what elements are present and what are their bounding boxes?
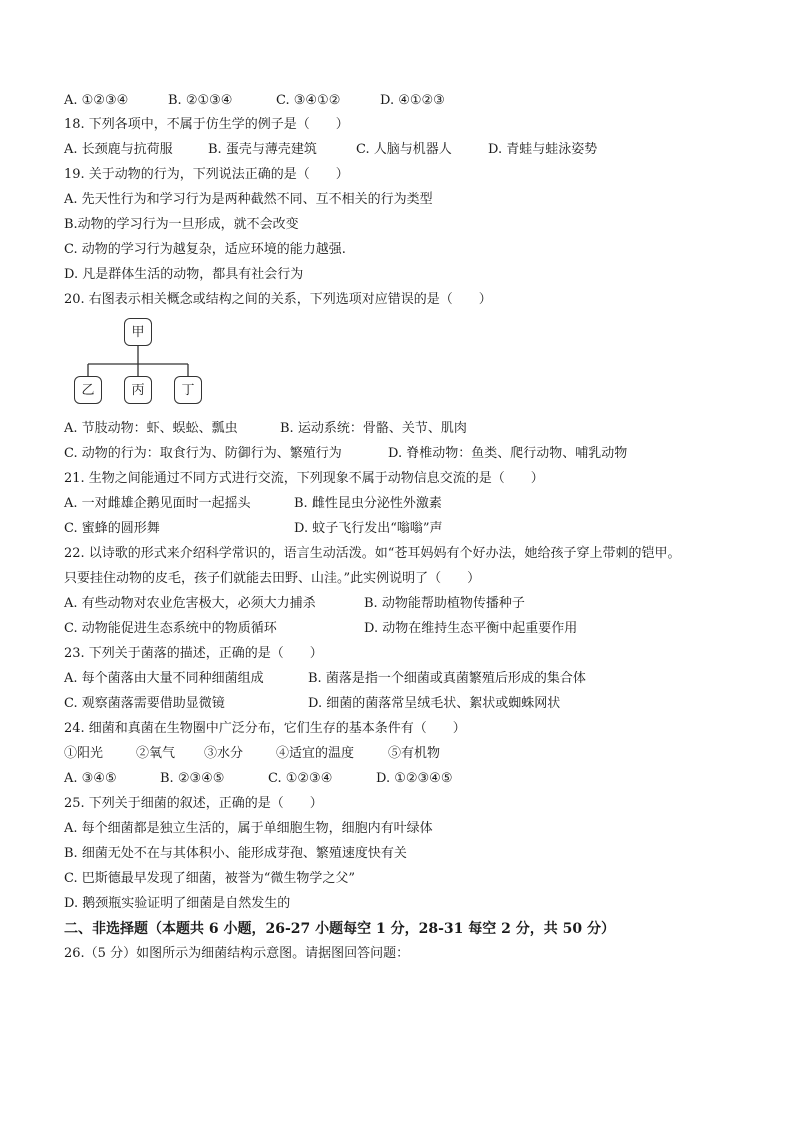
option-d: D. 青蛙与蛙泳姿势 <box>488 142 598 157</box>
option-d: D. 细菌的菌落常呈绒毛状、絮状或蜘蛛网状 <box>308 696 561 711</box>
option-a: A. ③④⑤ <box>64 771 117 786</box>
option-b: B. 运动系统：骨骼、关节、肌肉 <box>280 421 467 436</box>
q20-options-ab <box>64 420 467 438</box>
condition-2: ②氧气 <box>136 746 176 761</box>
q18-options <box>64 141 597 159</box>
question-23: 23. 下列关于菌落的描述，正确的是（ ） <box>64 646 323 661</box>
option-c: C. 动物能促进生态系统中的物质循环 <box>64 621 277 636</box>
section-heading: 二、非选择题（本题共 6 小题，26-27 小题每空 1 分，28-31 每空 2 分，共 50 分） <box>64 921 615 937</box>
option-a: A. 每个菌落由大量不同种细菌组成 <box>64 671 264 686</box>
option-a: A. 一对雌雄企鹅见面时一起摇头 <box>64 496 251 511</box>
option-a: A. ①②③④ <box>64 93 129 108</box>
option-a: A. 长颈鹿与抗荷服 <box>64 142 173 157</box>
question-22: 22. 以诗歌的形式来介绍科学常识的，语言生动活泼。如“苍耳妈妈有个好办法，她给孩子穿上带刺的铠甲。 <box>64 546 681 561</box>
option-c: C. 人脑与机器人 <box>356 142 452 157</box>
diagram-node-top: 甲 <box>124 318 152 346</box>
option-a: A. 节肢动物：虾、蜈蚣、瓢虫 <box>64 421 238 436</box>
question-21: 21. 生物之间能通过不同方式进行交流，下列现象不属于动物信息交流的是（ ） <box>64 471 544 486</box>
q21-options-cd <box>64 520 443 538</box>
condition-4: ④适宜的温度 <box>276 746 355 761</box>
condition-3: ③水分 <box>204 746 244 761</box>
diagram-node-right: 丁 <box>174 376 202 404</box>
question-20: 20. 右图表示相关概念或结构之间的关系，下列选项对应错误的是（ ） <box>64 292 492 307</box>
option-b: B. 雌性昆虫分泌性外激素 <box>294 496 442 511</box>
condition-5: ⑤有机物 <box>388 746 441 761</box>
option-b: B. 动物能帮助植物传播种子 <box>364 596 525 611</box>
question-26: 26.（5 分）如图所示为细菌结构示意图。请据图回答问题： <box>64 946 410 961</box>
option-d: D. ④①②③ <box>380 93 445 108</box>
q17-options <box>64 92 445 110</box>
q23-options-cd <box>64 695 560 713</box>
q21-options-ab <box>64 495 442 513</box>
question-18: 18. 下列各项中，不属于仿生学的例子是（ ） <box>64 117 349 132</box>
diagram-node-middle: 丙 <box>124 376 152 404</box>
question-25: 25. 下列关于细菌的叙述，正确的是（ ） <box>64 796 323 811</box>
q24-conditions <box>64 745 440 763</box>
condition-1: ①阳光 <box>64 746 104 761</box>
q25-option-c: C. 巴斯德最早发现了细菌，被誉为“微生物学之父” <box>64 871 356 886</box>
question-22-cont: 只要挂住动物的皮毛，孩子们就能去田野、山洼。”此实例说明了（ ） <box>64 571 481 586</box>
q19-option-a: A. 先天性行为和学习行为是两种截然不同、互不相关的行为类型 <box>64 192 433 207</box>
q24-options <box>64 770 453 788</box>
option-a: A. 有些动物对农业危害极大，必须大力捕杀 <box>64 596 316 611</box>
q25-option-a: A. 每个细菌都是独立生活的，属于单细胞生物，细胞内有叶绿体 <box>64 821 433 836</box>
option-c: C. ③④①② <box>276 93 341 108</box>
option-d: D. 动物在维持生态平衡中起重要作用 <box>364 621 578 636</box>
q25-option-d: D. 鹅颈瓶实验证明了细菌是自然发生的 <box>64 896 291 911</box>
q25-option-b: B. 细菌无处不在与其体积小、能形成芽孢、繁殖速度快有关 <box>64 846 407 861</box>
question-19: 19. 关于动物的行为，下列说法正确的是（ ） <box>64 167 349 182</box>
diagram-node-left: 乙 <box>74 376 102 404</box>
option-d: D. 脊椎动物：鱼类、爬行动物、哺乳动物 <box>388 446 628 461</box>
option-c: C. 蜜蜂的圆形舞 <box>64 521 160 536</box>
option-b: B. 蛋壳与薄壳建筑 <box>208 142 317 157</box>
q19-option-d: D. 凡是群体生活的动物，都具有社会行为 <box>64 267 304 282</box>
q20-options-cd <box>64 445 627 463</box>
q23-options-ab <box>64 670 586 688</box>
q22-options-ab <box>64 595 525 613</box>
option-b: B. ②①③④ <box>168 93 233 108</box>
option-d: D. 蚊子飞行发出“嗡嗡”声 <box>294 521 443 536</box>
option-d: D. ①②③④⑤ <box>376 771 453 786</box>
option-b: B. ②③④⑤ <box>160 771 225 786</box>
q22-options-cd <box>64 620 577 638</box>
q19-option-b: B.动物的学习行为一旦形成，就不会改变 <box>64 217 299 232</box>
q19-option-c: C. 动物的学习行为越复杂，适应环境的能力越强. <box>64 242 346 257</box>
option-c: C. ①②③④ <box>268 771 333 786</box>
concept-diagram <box>64 312 244 412</box>
option-c: C. 动物的行为：取食行为、防御行为、繁殖行为 <box>64 446 342 461</box>
question-24: 24. 细菌和真菌在生物圈中广泛分布，它们生存的基本条件有（ ） <box>64 721 466 736</box>
option-c: C. 观察菌落需要借助显微镜 <box>64 696 225 711</box>
option-b: B. 菌落是指一个细菌或真菌繁殖后形成的集合体 <box>308 671 586 686</box>
